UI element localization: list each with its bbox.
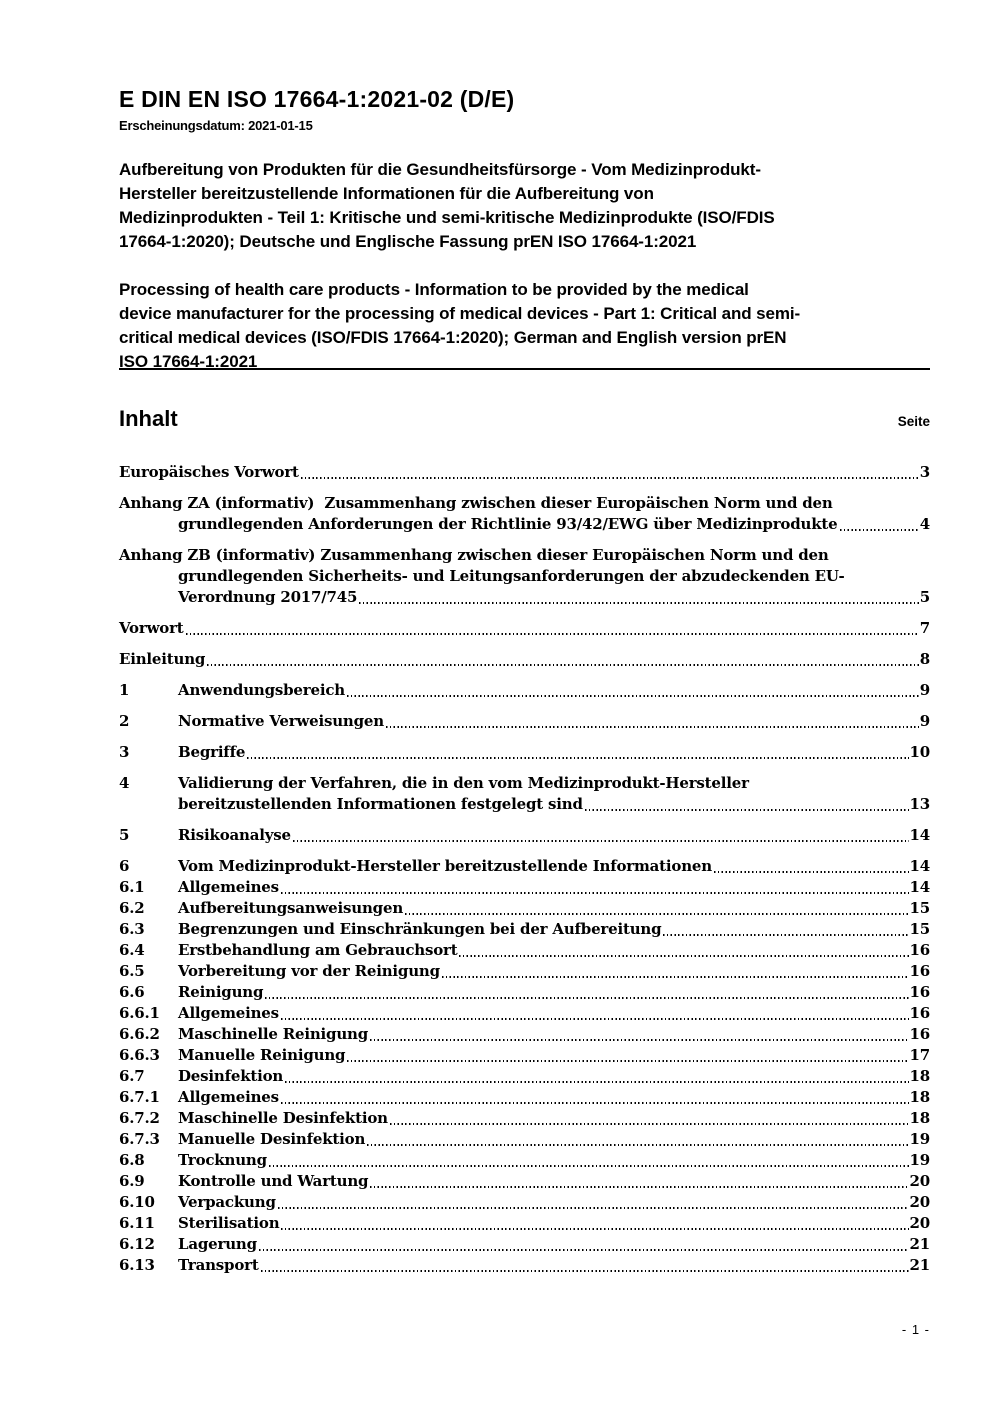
toc-page-number: 21 [909,1234,930,1253]
toc-page-number: 15 [909,898,930,917]
toc-entry-line [119,462,930,483]
toc-entry-line [119,711,930,732]
toc-entry-label: Kontrolle und Wartung [178,1171,369,1190]
german-title-line: Aufbereitung von Produkten für die Gesundheitsfürsorge - Vom Medizinprodukt- [119,159,761,179]
toc-entry-number: 6.7.2 [119,1108,160,1127]
toc-entry-number: 6.6.1 [119,1003,160,1022]
toc-entry-number: 6.13 [119,1255,155,1274]
toc-entry-line [119,856,930,877]
toc-entry-label: Validierung der Verfahren, die in den vom Medizinprodukt-Hersteller [178,773,749,792]
toc-entry-line [119,1234,930,1255]
toc-leader-dots [840,529,919,531]
toc-entry-label: Vom Medizinprodukt-Hersteller bereitzustellende Informationen [178,856,712,875]
toc-entry-number: 6.9 [119,1171,145,1190]
toc-entry [119,1045,930,1066]
toc-entry-label: Manuelle Desinfektion [178,1129,366,1148]
toc-entry-number: 6.7 [119,1066,145,1085]
english-title-line: Processing of health care products - Information to be provided by the medical [119,279,749,299]
toc-entry-line [119,940,930,961]
toc-entry [119,1066,930,1087]
toc-leader-dots [281,892,909,894]
toc-entry-number: 6.11 [119,1213,155,1232]
german-title [119,158,930,254]
toc-entry [119,877,930,898]
toc-entry [119,856,930,877]
toc-entry-label: Maschinelle Desinfektion [178,1108,388,1127]
toc-entry-line [119,1108,930,1129]
toc-leader-dots [459,955,908,957]
toc-entry-label: Reinigung [178,982,264,1001]
toc-leader-dots [585,809,909,811]
toc-entry-label: Verordnung 2017/745 [178,587,358,606]
toc-page-number: 17 [909,1045,930,1064]
toc-leader-dots [390,1123,909,1125]
toc-leader-dots [293,840,909,842]
toc-entry-line [119,961,930,982]
toc-page-number: 10 [909,742,930,761]
toc-page-number: 19 [909,1150,930,1169]
toc-entry [119,961,930,982]
toc-page-number: 20 [909,1213,930,1232]
toc-entry-number: 4 [119,773,130,792]
toc-entry-line [119,1066,930,1087]
toc-entry-line [119,825,930,846]
toc-leader-dots [663,934,908,936]
toc-entry-number: 3 [119,742,130,761]
toc-entry-number: 6.8 [119,1150,145,1169]
toc-heading: Inhalt [119,405,178,431]
toc-leader-dots [278,1207,909,1209]
toc-leader-dots [285,1081,908,1083]
toc-page-number: 16 [909,940,930,959]
toc-page-number: 3 [919,462,930,481]
toc-entry [119,493,930,535]
toc-entry-line [119,1150,930,1171]
toc-entry-line [119,742,930,763]
toc-entry-line [119,1129,930,1150]
toc-entry-number: 6.6 [119,982,145,1001]
toc-leader-dots [386,726,919,728]
toc-page-number: 19 [909,1129,930,1148]
toc-entry-line [119,1255,930,1276]
german-title-line: Hersteller bereitzustellende Informationen für die Aufbereitung von [119,183,654,203]
toc-entry-line [119,1024,930,1045]
toc-entry [119,462,930,483]
toc-entry [119,982,930,1003]
toc-entry-number: 6.12 [119,1234,155,1253]
toc-entry-label: Europäisches Vorwort [119,462,299,481]
toc-entry-number: 6.1 [119,877,145,896]
toc-page-number: 20 [909,1171,930,1190]
toc-leader-dots [347,1060,908,1062]
toc-page-number: 18 [909,1108,930,1127]
toc-entry [119,1192,930,1213]
toc-entry-line [178,566,930,587]
page-number-footer: - 1 - [901,1322,930,1337]
toc-leader-dots [405,913,908,915]
toc-entry-label: Erstbehandlung am Gebrauchsort [178,940,458,959]
toc-entry-label: Allgemeines [178,1003,279,1022]
toc-entry [119,1213,930,1234]
toc-entry-line [119,898,930,919]
release-date: Erscheinungsdatum: 2021-01-15 [119,117,313,133]
toc-entry-line [119,773,930,794]
toc-entry [119,680,930,701]
toc-entry-line [119,493,930,514]
english-title-line: critical medical devices (ISO/FDIS 17664-1:2020); German and English version prEN [119,327,787,347]
toc-entry-line [178,587,930,608]
english-title-line: device manufacturer for the processing of medical devices - Part 1: Critical and semi- [119,303,801,323]
toc-entry-label: Verpackung [178,1192,276,1211]
toc-entry [119,711,930,732]
toc-entry [119,773,930,815]
toc-entry-line [119,1171,930,1192]
toc-leader-dots [359,602,918,604]
toc-page-number: 14 [909,825,930,844]
toc-entry-label: Trocknung [178,1150,267,1169]
toc-page-number: 9 [919,680,930,699]
toc-entry [119,1234,930,1255]
toc-entry-line [119,545,930,566]
toc-entry-label: Normative Verweisungen [178,711,384,730]
toc-entry-number: 6.3 [119,919,145,938]
toc-leader-dots [261,1270,909,1272]
toc-entry [119,1087,930,1108]
toc-page-number: 16 [909,1003,930,1022]
toc-leader-dots [269,1165,909,1167]
toc-entry-number: 6.7.1 [119,1087,160,1106]
toc-entry-number: 6.6.3 [119,1045,160,1064]
toc-leader-dots [367,1144,908,1146]
toc-page-number: 4 [919,514,930,533]
toc-page-number: 7 [919,618,930,637]
toc-entry-label: bereitzustellenden Informationen festgelegt sind [178,794,583,813]
toc-entry-label: Begrenzungen und Einschränkungen bei der Aufbereitung [178,919,662,938]
toc-page-number: 20 [909,1192,930,1211]
toc-leader-dots [281,1102,909,1104]
toc-leader-dots [281,1018,909,1020]
toc-leader-dots [347,695,919,697]
toc-entry-label: grundlegenden Anforderungen der Richtlinie 93/42/EWG über Medizinprodukte [178,514,838,533]
toc-entry [119,919,930,940]
toc-page-number: 14 [909,856,930,875]
toc-leader-dots [301,477,919,479]
toc-entry-label: Anwendungsbereich [178,680,345,699]
english-title [119,278,930,374]
toc-entry-line [119,1045,930,1066]
toc-page-number: 15 [909,919,930,938]
toc-entry [119,618,930,639]
toc-entry-number: 6 [119,856,130,875]
toc-header-row [119,406,930,432]
toc-entry-line [178,794,930,815]
toc-entry-label: Desinfektion [178,1066,284,1085]
toc-entry-label: Vorwort [119,618,184,637]
toc-entry-line [119,877,930,898]
toc-entry [119,742,930,763]
toc-leader-dots [370,1039,908,1041]
toc-page-number: 13 [909,794,930,813]
toc-leader-dots [442,976,909,978]
toc-entry-label: Maschinelle Reinigung [178,1024,369,1043]
english-title-line: ISO 17664-1:2021 [119,351,258,371]
toc-page-number: 8 [919,649,930,668]
toc-entry [119,1129,930,1150]
toc-entry [119,1003,930,1024]
toc-leader-dots [186,633,919,635]
toc-leader-dots [207,664,919,666]
german-title-line: 17664-1:2020); Deutsche und Englische Fassung prEN ISO 17664-1:2021 [119,231,697,251]
toc-entry-number: 6.4 [119,940,145,959]
toc-entry-line [119,1003,930,1024]
toc-leader-dots [259,1249,909,1251]
toc-entry-label: Vorbereitung vor der Reinigung [178,961,440,980]
toc-entry [119,940,930,961]
toc-page-number: 16 [909,982,930,1001]
toc-entry-label: Einleitung [119,649,206,668]
toc-entry [119,898,930,919]
toc-entry-number: 1 [119,680,130,699]
toc-leader-dots [247,757,908,759]
toc-entry-number: 6.10 [119,1192,155,1211]
toc-leader-dots [714,871,909,873]
toc-entry-label: Anhang ZA (informativ) Zusammenhang zwischen dieser Europäischen Norm und den [119,493,833,512]
toc-leader-dots [370,1186,908,1188]
toc-entry-label: grundlegenden Sicherheits- und Leitungsanforderungen der abzudeckenden EU- [178,566,845,585]
toc-entry-number: 6.2 [119,898,145,917]
toc-entry [119,1108,930,1129]
toc-entry-label: Sterilisation [178,1213,280,1232]
toc-entry-line [119,1087,930,1108]
toc-entry [119,1171,930,1192]
toc-page-number: 14 [909,877,930,896]
toc-page-number: 16 [909,961,930,980]
toc-page-number: 16 [909,1024,930,1043]
toc-entry-line [119,1213,930,1234]
toc-entry-label: Anhang ZB (informativ) Zusammenhang zwischen dieser Europäischen Norm und den [119,545,829,564]
toc-entry-label: Lagerung [178,1234,257,1253]
toc-entry-line [119,1192,930,1213]
toc-entry [119,825,930,846]
toc-entry [119,1255,930,1276]
page-content [119,0,930,1276]
document-title: E DIN EN ISO 17664-1:2021-02 (D/E) [119,86,515,112]
toc-entry-line [119,618,930,639]
toc-entry [119,545,930,608]
toc-entry-label: Allgemeines [178,1087,279,1106]
toc-entry-line [119,919,930,940]
toc-entry-line [119,649,930,670]
toc-entry-number: 5 [119,825,130,844]
toc-page-number: 9 [919,711,930,730]
toc-leader-dots [265,997,908,999]
toc-entry-number: 6.7.3 [119,1129,160,1148]
toc-entry [119,649,930,670]
toc-entry-line [178,514,930,535]
toc-entry [119,1150,930,1171]
toc-entry-number: 6.5 [119,961,145,980]
toc-list [119,462,930,1276]
toc-entry-label: Aufbereitungsanweisungen [178,898,404,917]
toc-entry-label: Risikoanalyse [178,825,291,844]
toc-page-column-label: Seite [897,413,930,429]
german-title-line: Medizinprodukten - Teil 1: Kritische und semi-kritische Medizinprodukte (ISO/FDIS [119,207,775,227]
toc-page-number: 5 [919,587,930,606]
toc-entry-label: Manuelle Reinigung [178,1045,346,1064]
toc-entry [119,1024,930,1045]
toc-entry-label: Transport [178,1255,259,1274]
toc-page-number: 18 [909,1066,930,1085]
toc-leader-dots [281,1228,908,1230]
toc-entry-number: 6.6.2 [119,1024,160,1043]
toc-page-number: 21 [909,1255,930,1274]
toc-entry-number: 2 [119,711,130,730]
toc-entry-line [119,680,930,701]
toc-entry-label: Allgemeines [178,877,279,896]
toc-page-number: 18 [909,1087,930,1106]
toc-entry-label: Begriffe [178,742,246,761]
toc-entry-line [119,982,930,1003]
